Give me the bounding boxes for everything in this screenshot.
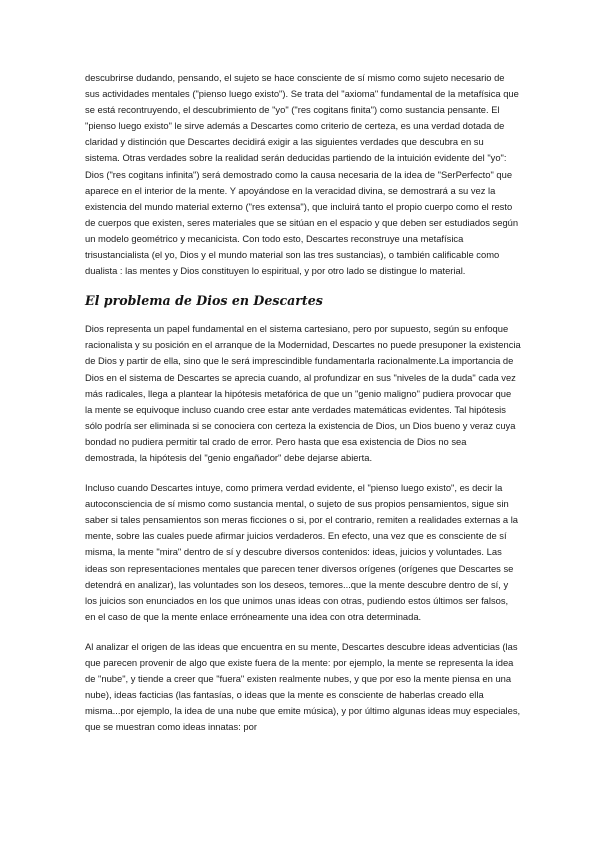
section-heading: El problema de Dios en Descartes xyxy=(85,293,323,309)
paragraph: descubrirse dudando, pensando, el sujeto se hace consciente de sí mismo como sujeto necesario de sus actividades mentales ("pienso luego existo"). Se trata del "axioma" fundamental de la metafísica que se está recontruyendo, el descubrimiento de "yo" ("res cogitans finita") como sustancia pensante. El "pienso luego existo" le sirve además a Descartes como criterio de certeza, es una verdad dotada de claridad y distinción que Descartes decidirá exigir a las siguientes verdades que descubra en su sistema. Otras verdades sobre la realidad serán deducidas partiendo de la intuición evidente del "yo": Dios ("res cogitans infinita") será demostrado como la causa necesaria de la idea de "SerPerfecto" que aparece en el interior de la mente. Y apoyándose en la veracidad divina, se demostrará a su vez la existencia del mundo material externo ("res extensa"), que incluirá tanto el propio cuerpo como el resto de cuerpos que existen, seres materiales que se sitúan en el espacio y que deben ser estudiados según un modelo geométrico y mecanicista. Con todo esto, Descartes reconstruye una metafísica trisustancialista (el yo, Dios y el mundo material son las tres sustancias), o también calificable como dualista : las mentes y Dios constituyen lo espiritual, y por otro lado se distingue lo material. xyxy=(85,72,519,277)
paragraph: Incluso cuando Descartes intuye, como primera verdad evidente, el "pienso luego existo", es decir la autoconsciencia de sí mismo como sustancia mental, o sujeto de sus propios pensamientos, sigue sin saber si tales pensamientos son meras ficciones o si, por el contrario, remiten a realidades externas a la mente, sobre las cuales puede afirmar juicios verdaderos. En efecto, una vez que es consciente de sí misma, la mente "mira" dentro de sí y descubre diversos contenidos: ideas, juicios y voluntades. Las ideas son representaciones mentales que parecen tener diversos orígenes (orígenes que Descartes se detendrá en analizar), las voluntades son los deseos, temores...que la mente descubre dentro de sí, y los juicios son enunciados en los que unimos unas ideas con otras, pudiendo estos últimos ser falsos, en el caso de que la mente enlace erróneamente una idea con otra determinada. xyxy=(85,482,519,622)
document-body xyxy=(85,70,521,749)
paragraph: Dios representa un papel fundamental en el sistema cartesiano, pero por supuesto, según su enfoque racionalista y su posición en el arranque de la Modernidad, Descartes no puede presuponer la existencia de Dios y partir de ella, sino que le será imprescindible fundamentarla racionalmente.La importancia de Dios en el sistema de Descartes se aprecia cuando, al profundizar en sus "niveles de la duda" cada vez más radicales, llega a plantear la hipótesis metafórica de que un "genio maligno" pudiera provocar que la mente se equivoque incluso cuando cree estar ante verdades matemáticas evidentes. Tal hipótesis sólo podría ser eliminada si se conociera con certeza la existencia de Dios, un Dios bueno y veraz cuya bondad no pudiera permitir tal crado de error. Pero hasta que esa existencia de Dios no sea demostrada, la hipótesis del "genio engañador" debe dejarse abierta. xyxy=(85,323,521,463)
paragraph: Al analizar el origen de las ideas que encuentra en su mente, Descartes descubre ideas adventicias (las que parecen provenir de algo que existe fuera de la mente: por ejemplo, la mente se representa la idea de "nube", y tiende a creer que "fuera" existen realmente nubes, y que por eso la mente piensa en una nube), ideas facticias (las fantasías, o ideas que la mente es consciente de haberlas creado ella misma...por ejemplo, la idea de una nube que emite música), y por último algunas ideas muy especiales, que se muestran como ideas innatas: por xyxy=(85,640,521,733)
